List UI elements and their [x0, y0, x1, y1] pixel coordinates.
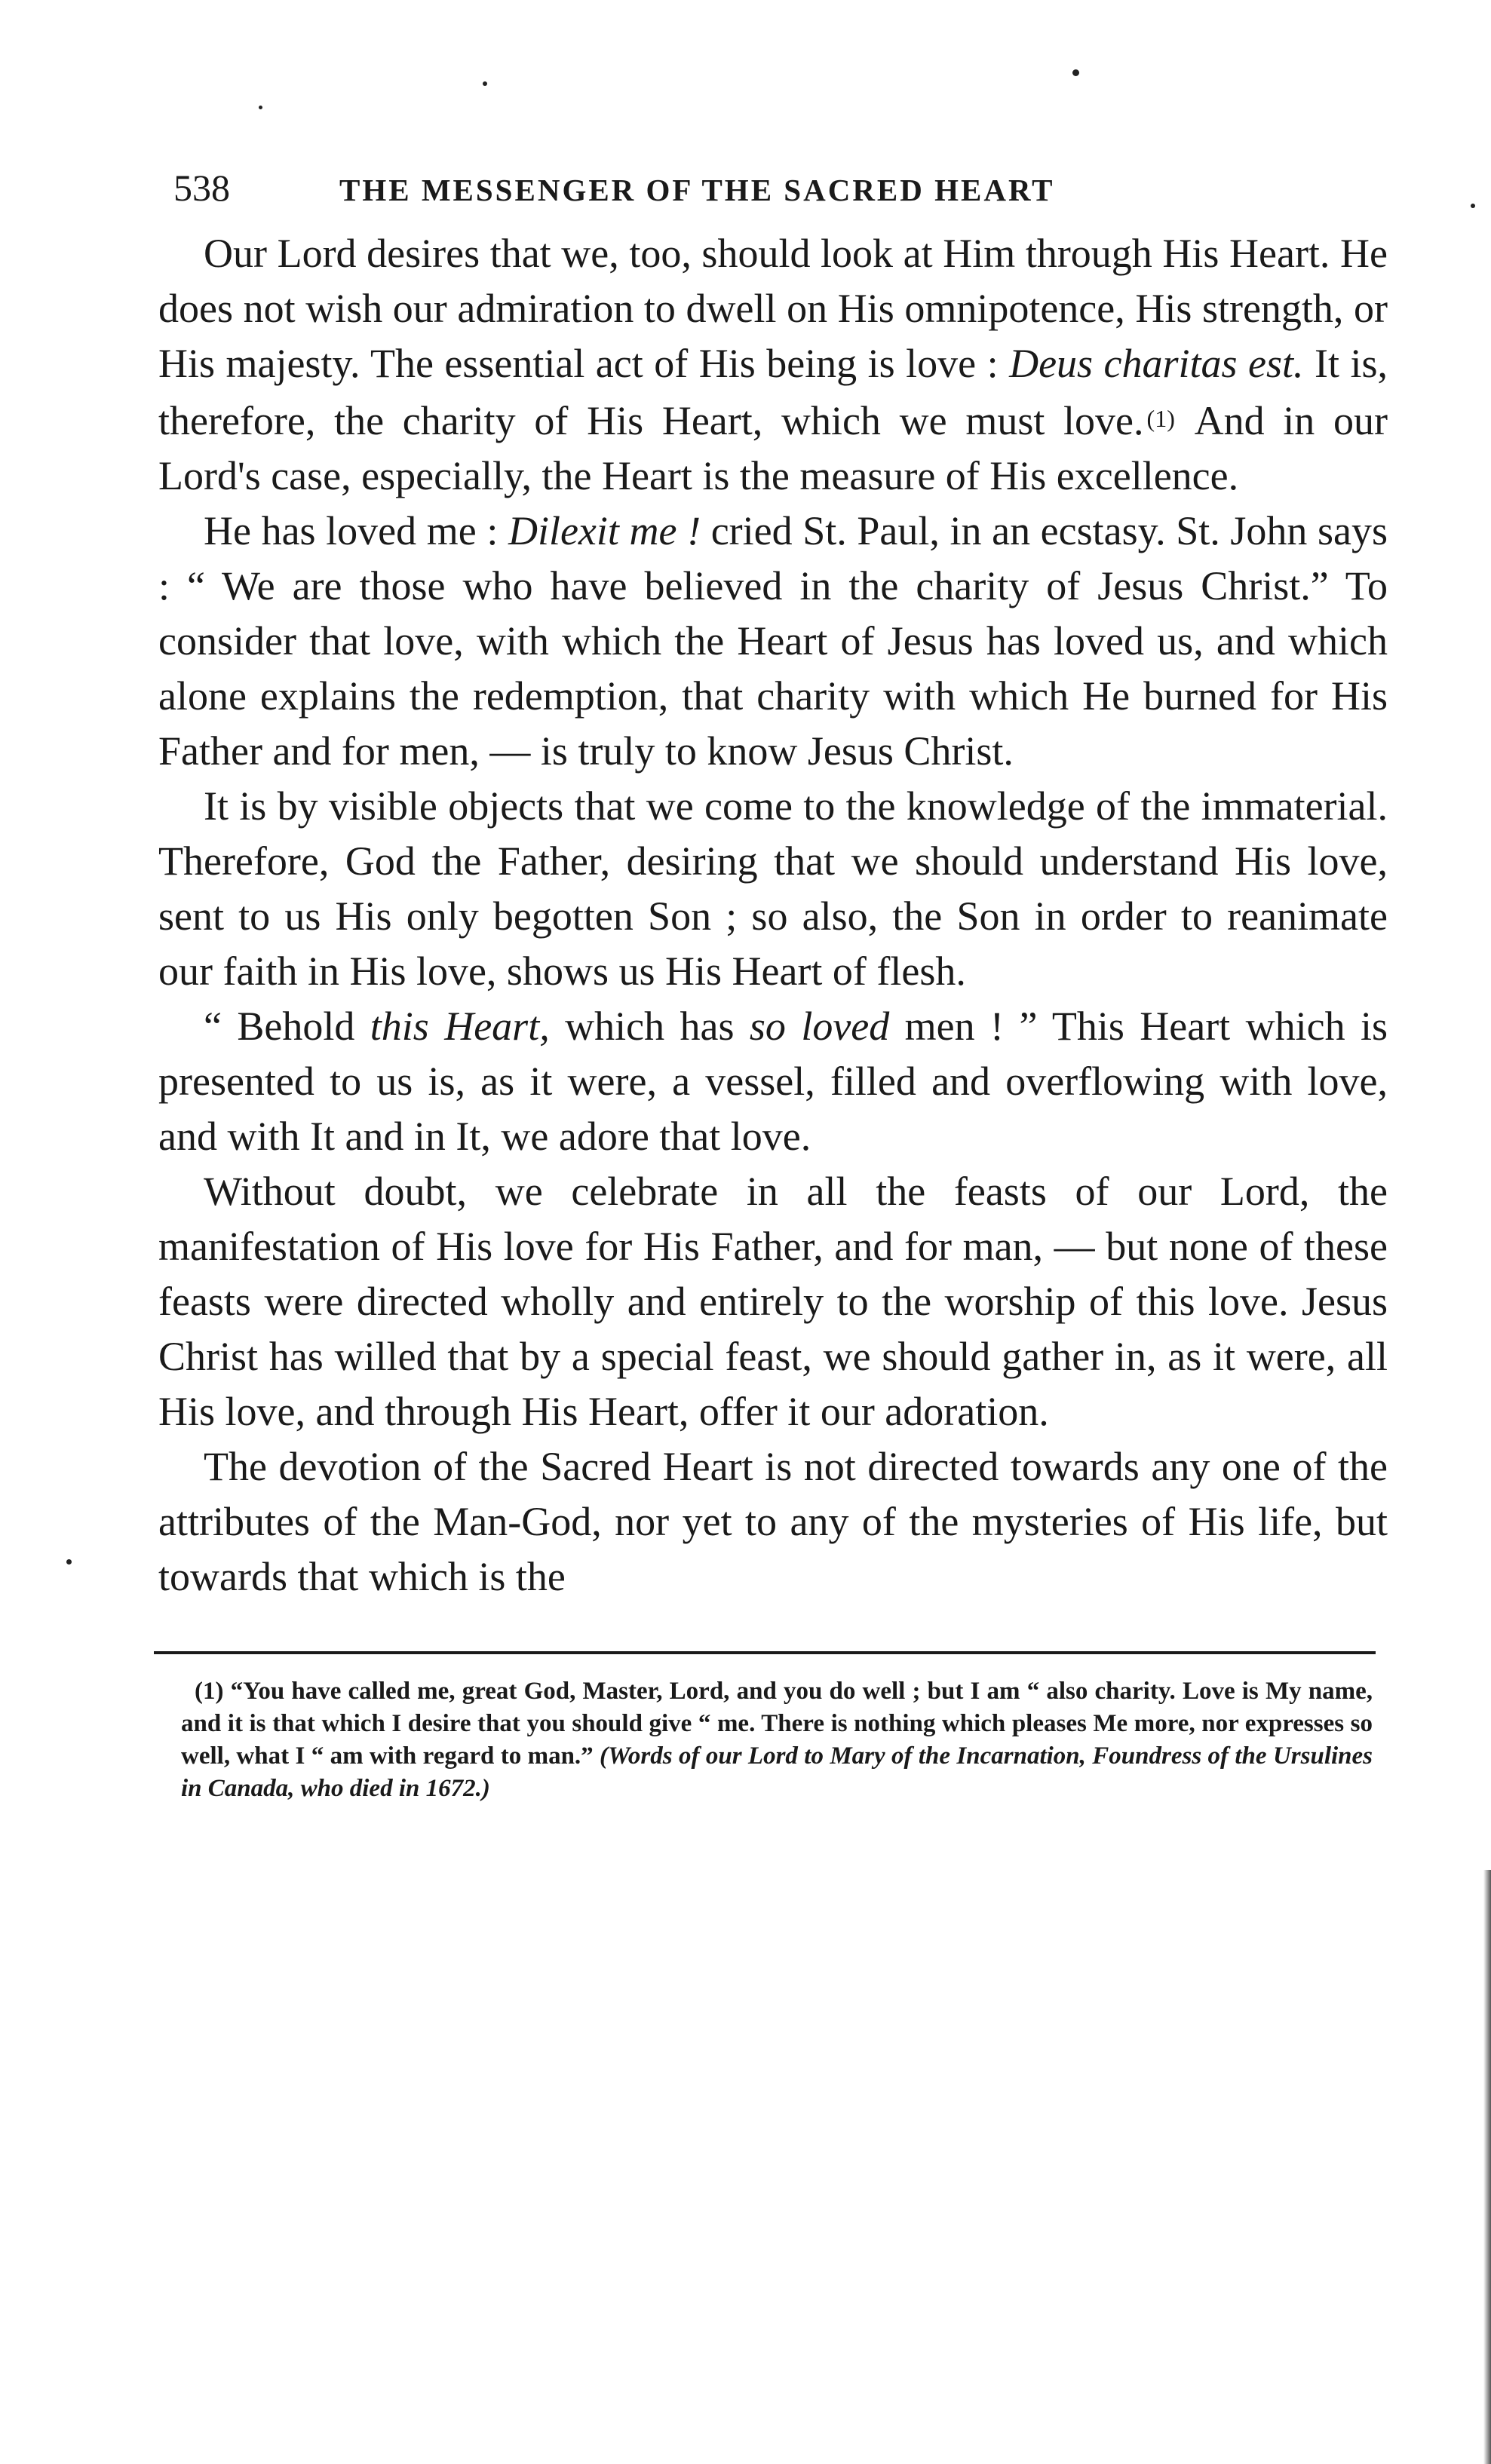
- paragraph-4: [158, 999, 1388, 1164]
- page-edge-shadow: [1483, 1870, 1491, 2464]
- scan-speck: [1471, 204, 1475, 208]
- scan-speck: [259, 106, 262, 109]
- paragraph-4-text-a: “ Behold: [204, 1004, 370, 1049]
- paragraph-4-text-b: which has: [549, 1004, 750, 1049]
- footnote-marker: (1): [195, 1678, 224, 1705]
- footnote-citation: (Words of our Lord to Mary of the Incarnation, Foundress of the Ursulines in Canada, who died in 1672.): [181, 1742, 1373, 1802]
- scan-speck: [1072, 69, 1079, 76]
- paragraph-3: It is by visible objects that we come to the knowledge of the immaterial. Therefore, God the Father, desiring that we should understand His love, sent to us His only begotten Son ; so also, the Son in order to reanimate our faith in His love, shows us His Heart of flesh.: [158, 783, 1388, 994]
- paragraph-1-text-b: It is, therefore, the charity of His Heart, which we must love.: [158, 341, 1388, 443]
- book-page: [158, 151, 1388, 1805]
- page-number: 538: [173, 167, 230, 209]
- italic-this-heart: this Heart,: [370, 1004, 550, 1049]
- paragraph-4-text-c: men ! ” This Heart which is presented to us is, as it were, a vessel, filled and overflowing with love, and with It and in It, we adore that love.: [158, 1004, 1388, 1159]
- paragraph-1-text-c: And in our Lord's case, especially, the Heart is the measure of His excellence.: [158, 398, 1388, 498]
- footnote-reference[interactable]: (1): [1146, 405, 1175, 432]
- scan-speck: [483, 81, 487, 86]
- running-head: [158, 151, 1388, 211]
- latin-quote-deus-charitas: Deus charitas est.: [1009, 341, 1304, 386]
- paragraph-1-text-a: Our Lord desires that we, too, should look at Him through His Heart. He does not wish our admiration to dwell on His omnipotence, His strength, or His majesty. The essential act of His being is love :: [158, 231, 1388, 386]
- paragraph-6: The devotion of the Sacred Heart is not directed towards any one of the attributes of the Man-God, nor yet to any of the mysteries of His life, but towards that which is the: [158, 1444, 1388, 1599]
- italic-so-loved: so loved: [749, 1004, 890, 1049]
- running-title: THE MESSENGER OF THE SACRED HEART: [339, 173, 1055, 207]
- footnote-divider: [154, 1651, 1376, 1654]
- paragraph-2-text-b: cried St. Paul, in an ecstasy. St. John says : “ We are those who have believed in the charity of Jesus Christ.” To consider that love, with which the Heart of Jesus has loved us, and which alone explains the redemption, that charity with which He burned for His Father and for men, — is truly to know Jesus Christ.: [158, 508, 1388, 774]
- body-text: [158, 226, 1388, 1604]
- scan-speck: [66, 1559, 72, 1565]
- paragraph-2-text-a: He has loved me :: [204, 508, 508, 553]
- footnote: [181, 1675, 1373, 1805]
- latin-quote-dilexit-me: Dilexit me !: [508, 508, 701, 553]
- paragraph-5: Without doubt, we celebrate in all the feasts of our Lord, the manifestation of His love for His Father, and for man, — but none of these feasts were directed wholly and entirely to the worship of this love. Jesus Christ has willed that by a special feast, we should gather in, as it were, all His love, and through His Heart, offer it our adoration.: [158, 1169, 1388, 1434]
- footnote-text: “You have called me, great God, Master, Lord, and you do well ; but I am “ also charity. Love is My name, and it is that which I desire that you should give “ me. There is nothing which pleases Me more, nor expresses so well, what I “ am with regard to man.”: [181, 1678, 1373, 1770]
- paragraph-1: [158, 226, 1388, 504]
- paragraph-2: [158, 504, 1388, 779]
